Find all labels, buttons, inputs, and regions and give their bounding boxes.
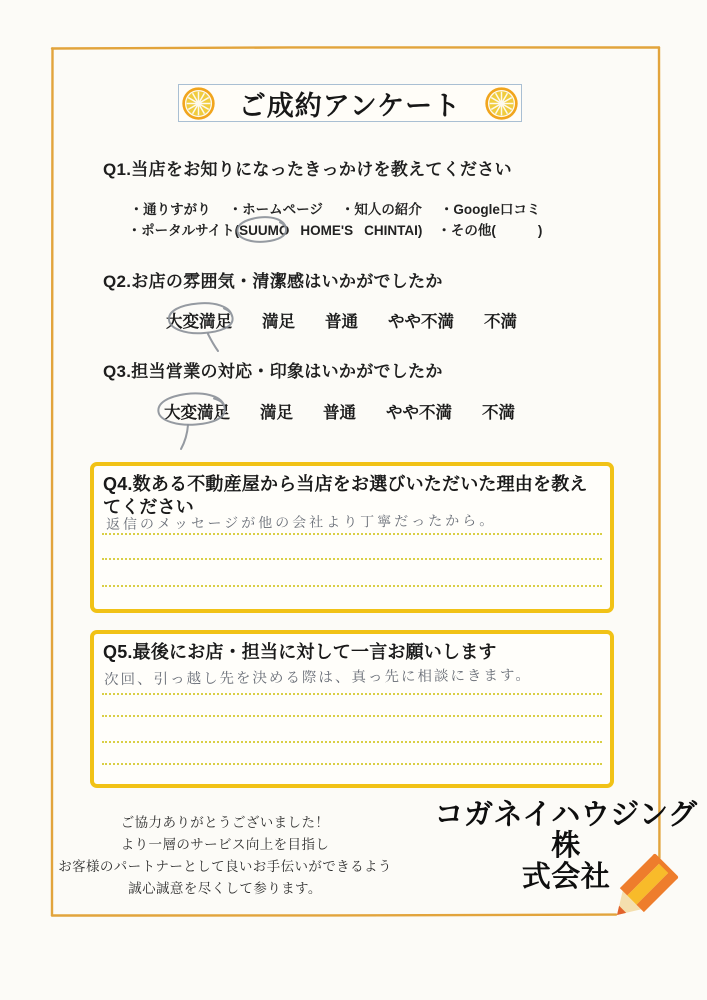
thanks-line: 誠心誠意を尽くして参ります。 [128, 881, 322, 896]
q1-other-close-paren: ) [537, 223, 543, 238]
q3-option-somewhat-dissatisfied: やや不満 [386, 404, 452, 422]
q2-heading: Q2.お店の雰囲気・清潔感はいかがでしたか [103, 272, 443, 291]
lemon-slice-icon [181, 86, 216, 121]
q5-answer-box [90, 630, 614, 788]
q1-portal-close-paren: ) [417, 223, 423, 238]
thanks-line: お客様のパートナーとして良いお手伝いができるよう [58, 859, 392, 874]
q1-heading: Q1.当店をお知りになったきっかけを教えてください [103, 160, 512, 179]
q1-portal-suumo-label: SUUMO [239, 223, 290, 238]
q5-handwritten-answer: 次回、引っ越し先を決める際は、真っ先に相談にきます。 [103, 667, 532, 689]
q2-option-satisfied: 満足 [262, 313, 295, 331]
answer-line [102, 763, 602, 765]
thanks-line: ご協力ありがとうございました！ [120, 815, 330, 830]
company-name-line1: コガネイハウジング株 [434, 799, 698, 862]
title-banner [178, 84, 522, 122]
q2-option-very-satisfied [166, 308, 232, 332]
q2-option-dissatisfied: 不満 [484, 313, 517, 331]
q3-option-satisfied: 満足 [260, 404, 293, 422]
pencil-icon [545, 830, 705, 940]
q1-options [95, 200, 575, 240]
q4-handwritten-answer: 返信のメッセージが他の会社より丁寧だったから。 [105, 511, 497, 533]
q1-options-row2 [95, 221, 575, 240]
q2-option-somewhat-dissatisfied: やや不満 [388, 313, 454, 331]
q4-heading: Q4.数ある不動産屋から当店をお選びいただいた理由を教えてください [103, 474, 588, 517]
answer-line [102, 585, 602, 587]
q1-option-portal-label: ・ポータルサイト( [127, 223, 240, 238]
q1-option-google-review: ・Google口コミ [439, 202, 541, 217]
q2-option-very-satisfied-label: 大変満足 [166, 313, 232, 331]
thanks-message [55, 812, 395, 900]
company-name-line2: 式会社 [521, 861, 611, 893]
q3-option-very-satisfied [164, 399, 230, 423]
q1-option-other-label: ・その他( [437, 223, 496, 238]
answer-line [102, 558, 602, 560]
answer-line [102, 741, 602, 743]
q1-options-row1 [95, 200, 575, 219]
q4-answer-box [90, 462, 614, 613]
q1-portal-option-suumo [239, 221, 289, 240]
q3-option-dissatisfied: 不満 [482, 404, 515, 422]
q3-option-very-satisfied-label: 大変満足 [164, 404, 230, 422]
q1-option-referral: ・知人の紹介 [340, 202, 422, 217]
q2-rating-options [166, 308, 517, 332]
q2-option-normal: 普通 [325, 313, 358, 331]
page-title: ご成約アンケート [238, 90, 462, 121]
lemon-slice-icon [484, 86, 519, 121]
q1-portal-option-chintai: CHINTAI [364, 223, 418, 238]
answer-line [102, 715, 602, 717]
q3-rating-options [164, 399, 515, 423]
q1-option-passing-by: ・通りすがり [129, 202, 211, 217]
q5-heading: Q5.最後にお店・担当に対して一言お願いします [103, 642, 497, 662]
answer-line [102, 693, 602, 695]
q3-option-normal: 普通 [323, 404, 356, 422]
q3-heading: Q3.担当営業の対応・印象はいかがでしたか [103, 362, 443, 381]
thanks-line: より一層のサービス向上を目指し [120, 837, 330, 852]
q1-portal-option-homes: HOME'S [300, 223, 354, 238]
q1-option-homepage: ・ホームページ [228, 202, 323, 217]
